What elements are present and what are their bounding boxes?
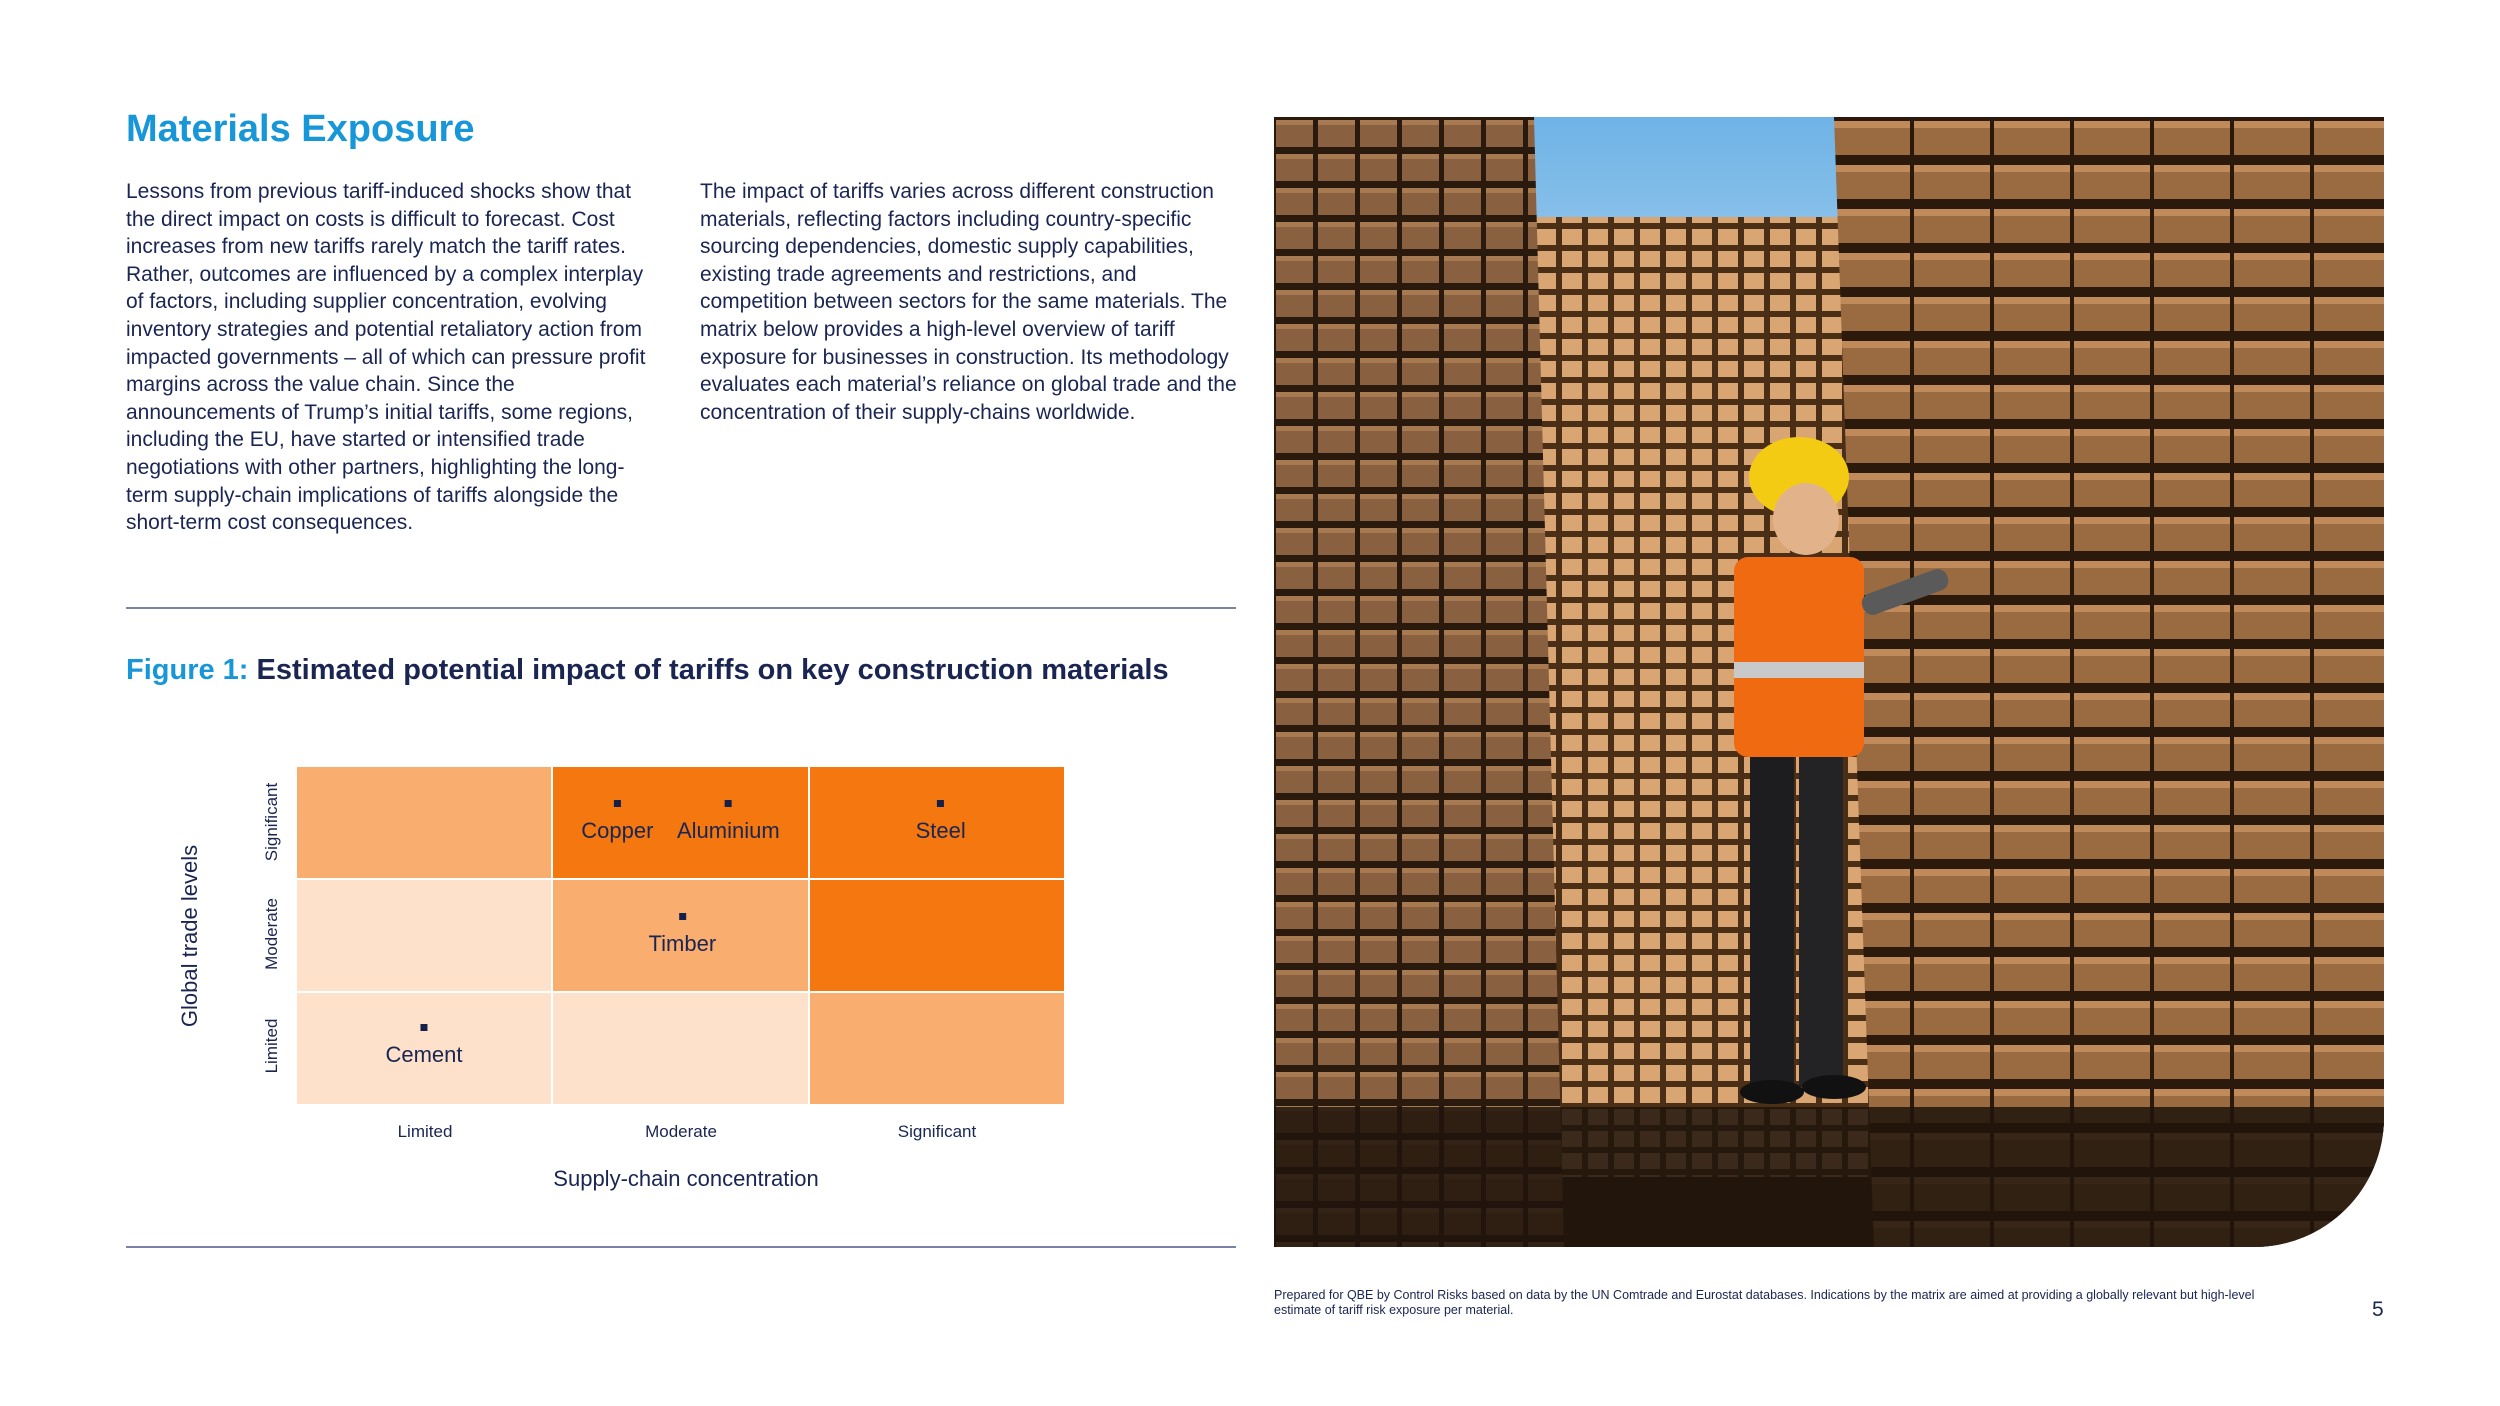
lumber-yard-photo [1274, 117, 2384, 1247]
matrix-cell-significant-significant [810, 767, 1064, 878]
figure-caption: Estimated potential impact of tariffs on key construction materials [256, 654, 1169, 686]
x-axis-label: Supply-chain concentration [553, 1166, 819, 1191]
marker-dot [725, 800, 732, 807]
matrix-cell-significant-limited [297, 767, 551, 878]
material-marker-cement [385, 1024, 462, 1068]
y-tick-significant: Significant [262, 782, 281, 862]
figure-title [126, 654, 1169, 687]
material-marker-copper [581, 800, 653, 844]
divider-bottom [126, 1246, 1236, 1248]
x-tick-significant: Significant [897, 1122, 977, 1141]
matrix-cell-limited-moderate [553, 993, 807, 1104]
matrix-cell-limited-limited [297, 993, 551, 1104]
matrix-cell-moderate-limited [297, 880, 551, 991]
material-marker-aluminium [677, 800, 780, 844]
body-text-column-1: Lessons from previous tariff-induced shocks show that the direct impact on costs is difficult to forecast. Cost increases from new tariffs rarely match the tariff rates. Rather, outcomes are influenced by a complex interplay of factors, including supplier concentration, evolving inventory strategies and potential retaliatory action from impacted governments – all of which can pressure profit margins across the value chain. Since the announcements of Trump’s initial tariffs, some regions, including the EU, have started or intensified trade negotiations with other partners, highlighting the long-term supply-chain implications of tariffs alongside the short-term cost consequences. [126, 180, 646, 535]
matrix-cell-moderate-moderate [553, 880, 807, 991]
marker-dot [614, 800, 621, 807]
material-label: Copper [581, 818, 654, 843]
x-tick-limited: Limited [397, 1122, 453, 1141]
marker-dot [937, 800, 944, 807]
y-tick-moderate: Moderate [262, 898, 281, 970]
figure-label: Figure 1: [126, 654, 249, 686]
marker-dot [679, 913, 686, 920]
matrix-cell-moderate-significant [810, 880, 1064, 991]
matrix-cell-significant-moderate [553, 767, 807, 878]
matrix-cell-limited-significant [810, 993, 1064, 1104]
material-marker-timber [649, 913, 717, 957]
divider-top [126, 607, 1236, 609]
page-title: Materials Exposure [126, 108, 475, 150]
material-marker-steel [916, 800, 966, 844]
material-label: Timber [648, 931, 717, 956]
material-label: Cement [385, 1042, 463, 1067]
y-axis-label: Global trade levels [177, 844, 202, 1028]
material-label: Steel [915, 818, 966, 843]
marker-dot [420, 1024, 427, 1031]
body-text-column-2: The impact of tariffs varies across different construction materials, reflecting factors including country-specific sourcing dependencies, domestic supply capabilities, existing trade agreements and restrictions, and competition between sectors for the same materials. The matrix below provides a high-level overview of tariff exposure for businesses in construction. Its methodology evaluates each material’s reliance on global trade and the concentration of their supply-chains worldwide. [700, 180, 1237, 424]
impact-matrix [297, 767, 1064, 1104]
y-tick-limited: Limited [262, 1018, 281, 1074]
source-footnote: Prepared for QBE by Control Risks based on data by the UN Comtrade and Eurostat databases. Indications by the matrix are aimed at providing a globally relevant but high-level estimate of tariff risk exposure per material. [1274, 1288, 2255, 1317]
x-tick-moderate: Moderate [645, 1122, 717, 1141]
page-number: 5 [2372, 1298, 2384, 1321]
material-label: Aluminium [676, 818, 780, 843]
